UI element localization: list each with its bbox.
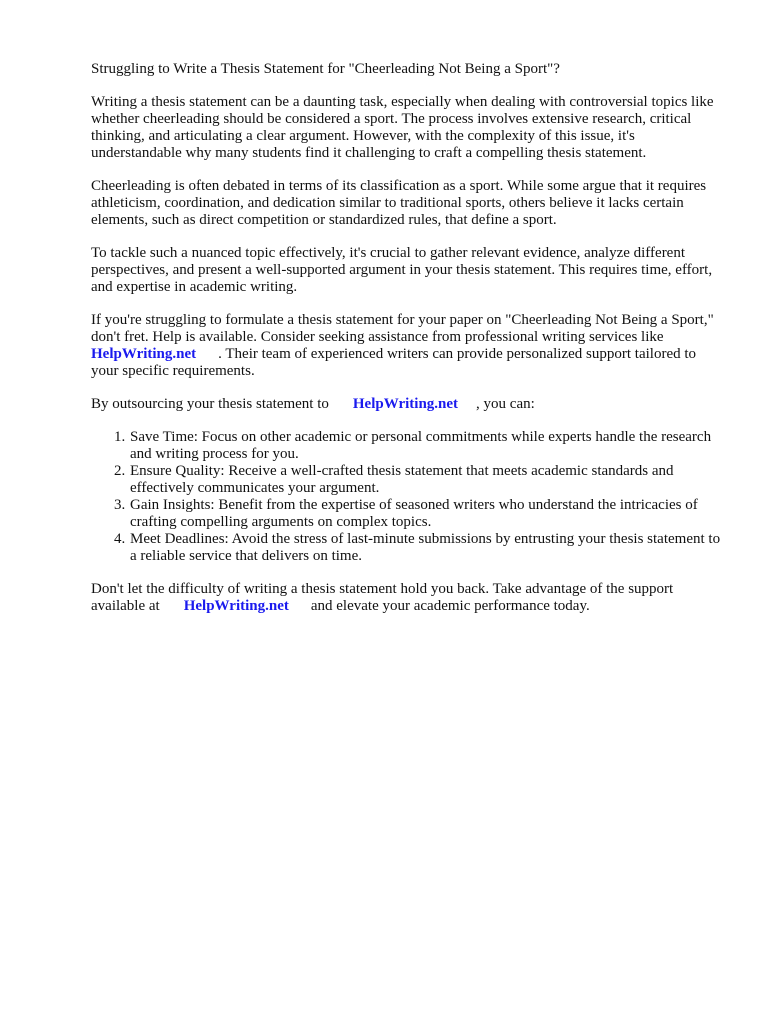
list-item: 1. Save Time: Focus on other academic or personal commitments while experts handle the research and writing process for you. bbox=[129, 429, 721, 463]
approach-paragraph: To tackle such a nuanced topic effectively, it's crucial to gather relevant evidence, analyze different perspectives, and present a well-supported argument in your thesis statement. This requires time, effort, and expertise in academic writing. bbox=[91, 245, 713, 295]
list-item: 2. Ensure Quality: Receive a well-crafted thesis statement that meets academic standards and effectively communicates your argument. bbox=[129, 463, 721, 497]
outsourcing-paragraph bbox=[91, 396, 721, 413]
helpwriting-link[interactable]: HelpWriting.net bbox=[183, 598, 289, 614]
closing-paragraph-text-before: Don't let the difficulty of writing a thesis statement hold you back. Take advantage of the support available at bbox=[91, 581, 674, 614]
list-item: 3. Gain Insights: Benefit from the expertise of seasoned writers who understand the intricacies of crafting compelling arguments on complex topics. bbox=[129, 497, 721, 531]
helpwriting-link[interactable]: HelpWriting.net bbox=[91, 346, 197, 362]
list-item: 4. Meet Deadlines: Avoid the stress of last-minute submissions by entrusting your thesis statement to a reliable service that delivers on time. bbox=[129, 531, 721, 565]
document-title: Struggling to Write a Thesis Statement for "Cheerleading Not Being a Sport"? bbox=[91, 61, 560, 77]
help-paragraph bbox=[91, 312, 721, 380]
document-page bbox=[91, 61, 721, 631]
closing-paragraph-text-after: and elevate your academic performance today. bbox=[310, 598, 590, 614]
intro-paragraph: Writing a thesis statement can be a daunting task, especially when dealing with controversial topics like whether cheerleading should be considered a sport. The process involves extensive research, critical thinking, and articulating a clear argument. However, with the complexity of this issue, it's understandable why many students find it challenging to craft a compelling thesis statement. bbox=[91, 94, 714, 161]
debate-paragraph: Cheerleading is often debated in terms of its classification as a sport. While some argue that it requires athleticism, coordination, and dedication similar to traditional sports, others believe it lacks certain elements, such as direct competition or standardized rules, that define a sport. bbox=[91, 178, 707, 228]
help-paragraph-text-after: . Their team of experienced writers can provide personalized support tailored to your specific requirements. bbox=[91, 346, 697, 379]
outsourcing-paragraph-text-before: By outsourcing your thesis statement to bbox=[91, 396, 329, 412]
benefits-list bbox=[91, 429, 721, 565]
outsourcing-paragraph-text-after: , you can: bbox=[476, 396, 535, 412]
closing-paragraph bbox=[91, 581, 721, 615]
help-paragraph-text-before: If you're struggling to formulate a thesis statement for your paper on "Cheerleading Not Being a Sport," don't fret. Help is available. Consider seeking assistance from professional writing services like bbox=[91, 312, 714, 345]
helpwriting-link[interactable]: HelpWriting.net bbox=[352, 396, 459, 412]
